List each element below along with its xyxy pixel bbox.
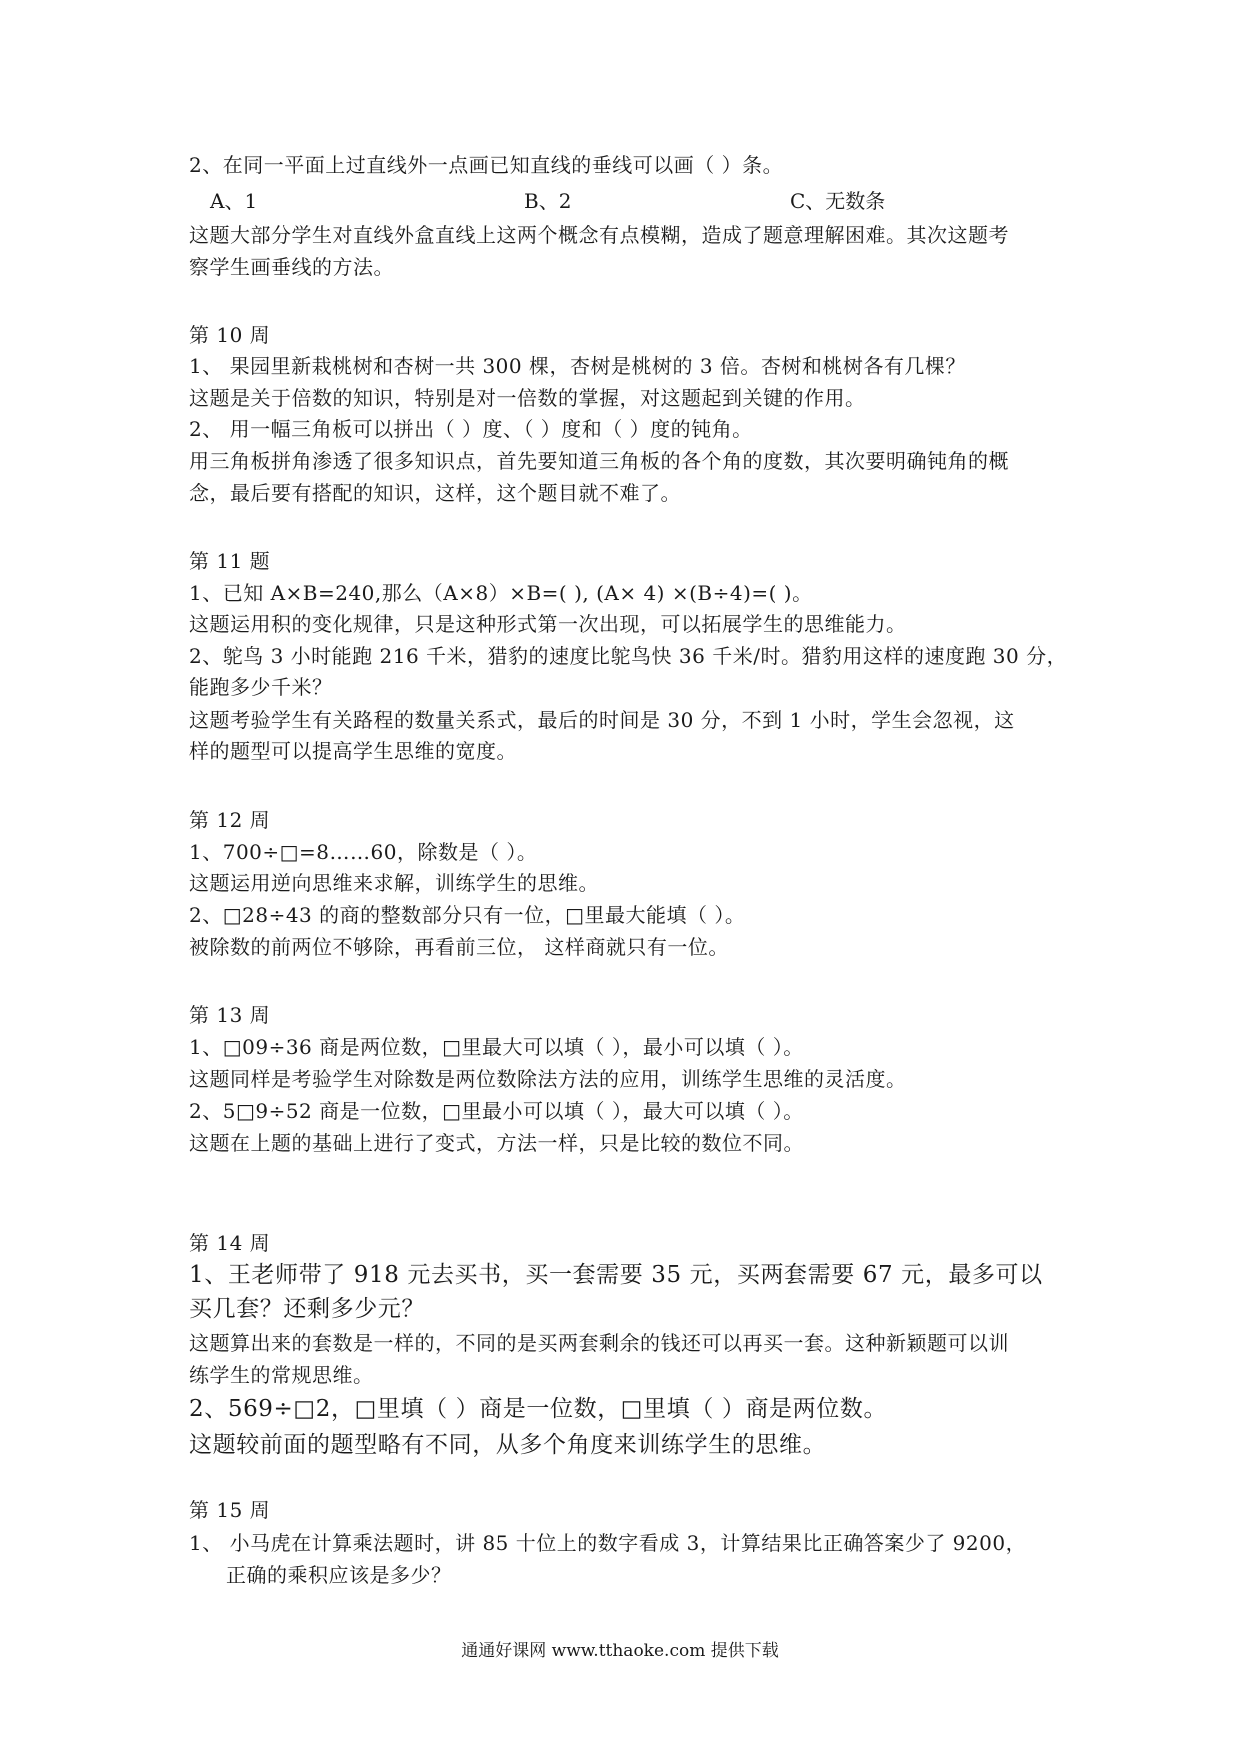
question-text: 2、在同一平面上过直线外一点画已知直线的垂线可以画（ ）条。: [189, 153, 784, 177]
section-title: 第 10 周: [189, 323, 271, 347]
comment-text: 察学生画垂线的方法。: [189, 255, 394, 279]
question-text: 2、□28÷43 的商的整数部分只有一位，□里最大能填（ ）。: [189, 903, 746, 927]
comment-text: 用三角板拼角渗透了很多知识点，首先要知道三角板的各个角的度数，其次要明确钝角的概: [189, 449, 1009, 473]
page-footer: 通通好课网 www.tthaoke.com 提供下载: [461, 1641, 779, 1661]
comment-text: 念，最后要有搭配的知识，这样，这个题目就不难了。: [189, 481, 681, 505]
question-text: 1、700÷□=8……60，除数是（ ）。: [189, 840, 538, 864]
question-text: 1、 果园里新栽桃树和杏树一共 300 棵，杏树是桃树的 3 倍。杏树和桃树各有几棵？: [189, 354, 966, 378]
question-text: 买几套？还剩多少元？: [189, 1296, 425, 1322]
section-title: 第 15 周: [189, 1498, 271, 1522]
comment-text: 这题大部分学生对直线外盒直线上这两个概念有点模糊，造成了题意理解困难。其次这题考: [189, 223, 1009, 247]
comment-text: 这题同样是考验学生对除数是两位数除法方法的应用，训练学生思维的灵活度。: [189, 1067, 907, 1091]
option-c: C、无数条: [790, 189, 886, 213]
comment-text: 样的题型可以提高学生思维的宽度。: [189, 739, 517, 763]
question-text: 2、 用一幅三角板可以拼出（ ）度、（ ）度和（ ）度的钝角。: [189, 417, 753, 441]
comment-text: 这题是关于倍数的知识，特别是对一倍数的掌握，对这题起到关键的作用。: [189, 386, 866, 410]
option-a: A、1: [210, 189, 258, 213]
comment-text: 这题考验学生有关路程的数量关系式，最后的时间是 30 分，不到 1 小时，学生会忽视，这: [189, 708, 1015, 732]
comment-text: 这题运用积的变化规律，只是这种形式第一次出现，可以拓展学生的思维能力。: [189, 612, 907, 636]
question-text: 1、王老师带了 918 元去买书，买一套需要 35 元，买两套需要 67 元，最多可以: [189, 1262, 1043, 1288]
comment-text: 这题算出来的套数是一样的，不同的是买两套剩余的钱还可以再买一套。这种新颖题可以训: [189, 1331, 1009, 1355]
question-text: 1、□09÷36 商是两位数，□里最大可以填（ ），最小可以填（ ）。: [189, 1035, 804, 1059]
section-title: 第 11 题: [189, 549, 271, 573]
question-text: 2、鸵鸟 3 小时能跑 216 千米，猎豹的速度比鸵鸟快 36 千米/时。猎豹用这样的速度跑 30 分，: [189, 644, 1068, 668]
option-b: B、2: [524, 189, 572, 213]
question-text: 能跑多少千米？: [189, 675, 333, 699]
question-text: 2、5□9÷52 商是一位数，□里最小可以填（ ），最大可以填（ ）。: [189, 1099, 804, 1123]
section-title: 第 14 周: [189, 1231, 271, 1255]
section-title: 第 13 周: [189, 1003, 271, 1027]
comment-text: 练学生的常规思维。: [189, 1363, 374, 1387]
question-text: 2、569÷□2，□里填（ ）商是一位数，□里填（ ）商是两位数。: [189, 1396, 888, 1422]
comment-text: 这题较前面的题型略有不同，从多个角度来训练学生的思维。: [189, 1432, 827, 1458]
comment-text: 被除数的前两位不够除，再看前三位， 这样商就只有一位。: [189, 935, 729, 959]
question-text: 1、已知 A×B=240,那么（A×8）×B=( ), (A× 4) ×(B÷4)=( )。: [189, 581, 813, 605]
comment-text: 这题运用逆向思维来求解，训练学生的思维。: [189, 871, 599, 895]
question-text: 1、 小马虎在计算乘法题时，讲 85 十位上的数字看成 3，计算结果比正确答案少了 9200，: [189, 1531, 1027, 1555]
question-text: 正确的乘积应该是多少？: [226, 1563, 452, 1587]
section-title: 第 12 周: [189, 808, 271, 832]
comment-text: 这题在上题的基础上进行了变式，方法一样，只是比较的数位不同。: [189, 1131, 804, 1155]
